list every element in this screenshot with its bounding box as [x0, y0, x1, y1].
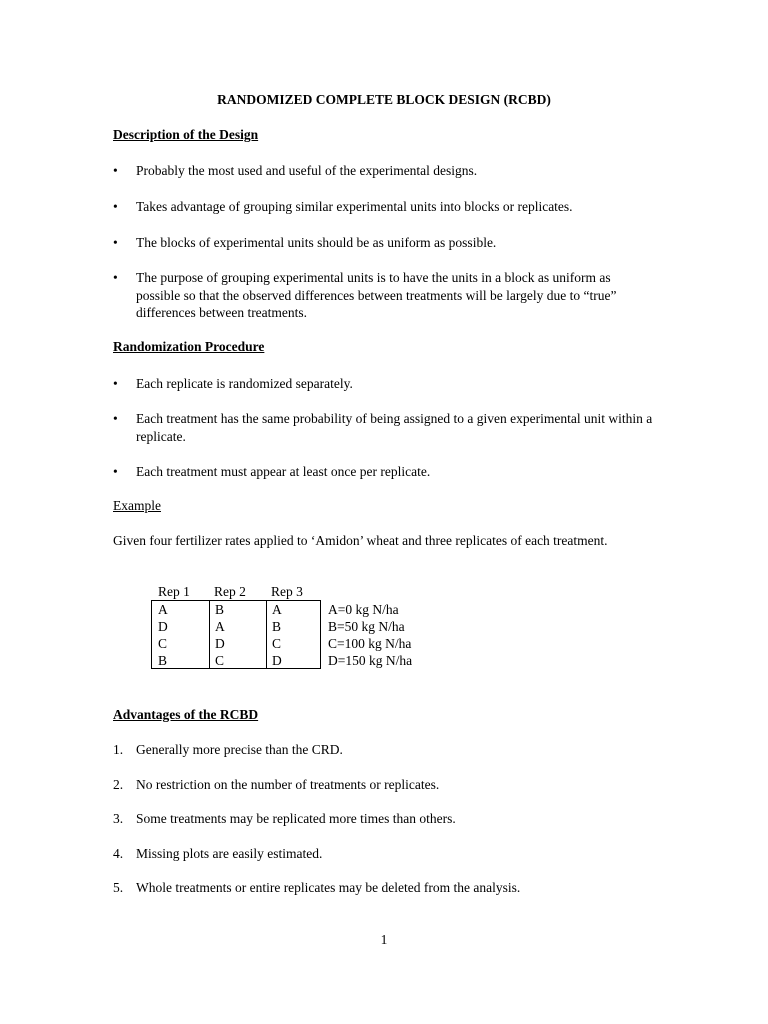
example-heading: Example	[113, 498, 161, 513]
item-text: Whole treatments or entire replicates may be deleted from the analysis.	[136, 880, 521, 895]
bullet-icon: •	[113, 199, 118, 214]
item-number: 2.	[113, 777, 124, 792]
example-text: Given four fertilizer rates applied to ‘Amidon’ wheat and three replicates of each treatment.	[113, 533, 608, 548]
legend-item: A=0 kg N/ha	[328, 602, 399, 617]
table-cell: D	[272, 653, 282, 668]
description-heading: Description of the Design	[113, 127, 259, 142]
treatment-table	[151, 600, 321, 669]
bullet-text: The blocks of experimental units should be as uniform as possible.	[136, 235, 497, 250]
item-number: 3.	[113, 811, 124, 826]
item-number: 5.	[113, 880, 124, 895]
bullet-text: Each treatment must appear at least once per replicate.	[136, 464, 431, 479]
table-divider	[266, 601, 267, 668]
table-header: Rep 1	[158, 584, 190, 599]
item-text: Generally more precise than the CRD.	[136, 742, 343, 757]
item-text: Missing plots are easily estimated.	[136, 846, 323, 861]
table-cell: C	[215, 653, 225, 668]
table-header: Rep 2	[214, 584, 246, 599]
randomization-heading: Randomization Procedure	[113, 339, 265, 354]
table-cell: A	[272, 602, 282, 617]
table-cell: D	[215, 636, 225, 651]
bullet-text: Takes advantage of grouping similar experimental units into blocks or replicates.	[136, 199, 573, 214]
item-number: 4.	[113, 846, 124, 861]
bullet-icon: •	[113, 411, 118, 426]
bullet-icon: •	[113, 270, 118, 285]
legend-item: B=50 kg N/ha	[328, 619, 405, 634]
table-cell: A	[215, 619, 225, 634]
table-cell: C	[158, 636, 168, 651]
table-cell: B	[215, 602, 225, 617]
table-cell: B	[158, 653, 168, 668]
item-number: 1.	[113, 742, 124, 757]
advantages-heading: Advantages of the RCBD	[113, 707, 259, 722]
table-divider	[209, 601, 210, 668]
table-header: Rep 3	[271, 584, 303, 599]
page-number: 1	[380, 932, 388, 947]
page-title: RANDOMIZED COMPLETE BLOCK DESIGN (RCBD)	[217, 92, 551, 107]
bullet-text: Each treatment has the same probability of being assigned to a given experimental unit within a replicate.	[136, 411, 653, 444]
table-cell: A	[158, 602, 168, 617]
table-cell: D	[158, 619, 168, 634]
item-text: No restriction on the number of treatments or replicates.	[136, 777, 440, 792]
table-cell: C	[272, 636, 282, 651]
item-text: Some treatments may be replicated more times than others.	[136, 811, 456, 826]
bullet-text: The purpose of grouping experimental units is to have the units in a block as uniform as possible so that the observed differences between treatments will be largely due to “true” differences between treatments.	[136, 270, 617, 320]
bullet-icon: •	[113, 163, 118, 178]
bullet-icon: •	[113, 464, 118, 479]
legend-item: D=150 kg N/ha	[328, 653, 413, 668]
legend-item: C=100 kg N/ha	[328, 636, 412, 651]
table-cell: B	[272, 619, 282, 634]
bullet-icon: •	[113, 376, 118, 391]
bullet-icon: •	[113, 235, 118, 250]
bullet-text: Probably the most used and useful of the experimental designs.	[136, 163, 478, 178]
bullet-text: Each replicate is randomized separately.	[136, 376, 353, 391]
